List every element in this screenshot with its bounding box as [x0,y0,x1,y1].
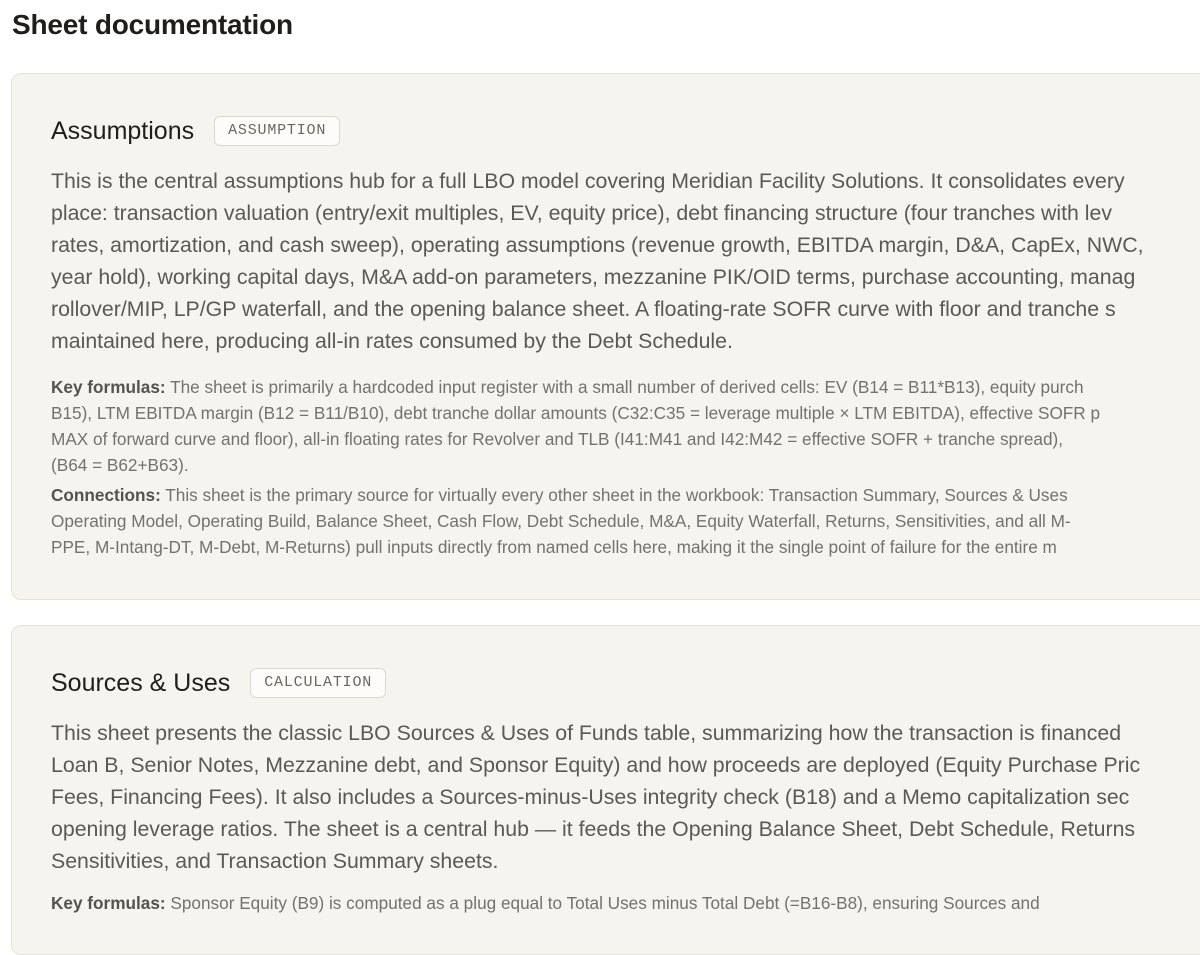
sheet-card-assumptions [11,73,1200,600]
key-formulas-line [51,374,1200,400]
sheet-type-badge: ASSUMPTION [214,116,340,146]
sheet-description [51,717,1200,877]
connections-line [51,482,1200,508]
sheet-title: Sources & Uses [51,669,231,697]
key-formulas-label: Key formulas: [51,377,166,397]
key-formulas-label: Key formulas: [51,893,166,913]
sheet-card-header [51,112,340,150]
page-title: Sheet documentation [12,9,293,40]
connections-line: PPE, M-Intang-DT, M-Debt, M-Returns) pull inputs directly from named cells here, making it the single point of failure for the entire m [51,537,1057,557]
sheet-description [51,165,1200,357]
description-line: Loan B, Senior Notes, Mezzanine debt, and Sponsor Equity) and how proceeds are deployed (Equity Purchase Pric [51,753,1141,777]
key-formulas [51,374,1200,478]
description-line: opening leverage ratios. The sheet is a central hub — it feeds the Opening Balance Sheet, Debt Schedule, Returns [51,817,1136,841]
sheet-card-sources-uses [11,625,1200,955]
description-line: maintained here, producing all-in rates consumed by the Debt Schedule. [51,329,733,353]
sheet-card-header [51,664,386,702]
description-line: Sensitivities, and Transaction Summary sheets. [51,849,499,873]
sheet-type-badge: CALCULATION [250,668,386,698]
connections [51,482,1200,560]
key-formulas-line: (B64 = B62+B63). [51,455,189,475]
description-line: year hold), working capital days, M&A add-on parameters, mezzanine PIK/OID terms, purchase accounting, manag [51,265,1136,289]
connections-text: This sheet is the primary source for virtually every other sheet in the workbook: Transaction Summary, Sources & Uses [160,485,1068,505]
key-formulas-text: Sponsor Equity (B9) is computed as a plug equal to Total Uses minus Total Debt (=B16-B8), ensuring Sources and [165,893,1040,913]
key-formulas [51,890,1200,916]
key-formulas-line: B15), LTM EBITDA margin (B12 = B11/B10), debt tranche dollar amounts (C32:C35 = leverage multiple × LTM EBITDA), effective SOFR p [51,403,1101,423]
description-line: This is the central assumptions hub for a full LBO model covering Meridian Facility Solutions. It consolidates every [51,169,1125,193]
key-formulas-line: MAX of forward curve and floor), all-in floating rates for Revolver and TLB (I41:M41 and I42:M42 = effective SOFR + tranche spread), [51,429,1064,449]
sheet-title: Assumptions [51,117,195,145]
description-line: place: transaction valuation (entry/exit multiples, EV, equity price), debt financing structure (four tranches with lev [51,201,1113,225]
description-line: rollover/MIP, LP/GP waterfall, and the opening balance sheet. A floating-rate SOFR curve with floor and tranche s [51,297,1116,321]
connections-line: Operating Model, Operating Build, Balance Sheet, Cash Flow, Debt Schedule, M&A, Equity Waterfall, Returns, Sensitivities, and all M- [51,511,1071,531]
connections-label: Connections: [51,485,161,505]
key-formulas-text: The sheet is primarily a hardcoded input register with a small number of derived cells: EV (B14 = B11*B13), equity purch [165,377,1084,397]
description-line: Fees, Financing Fees). It also includes a Sources-minus-Uses integrity check (B18) and a Memo capitalization sec [51,785,1130,809]
description-line: This sheet presents the classic LBO Sources & Uses of Funds table, summarizing how the transaction is financed [51,721,1122,745]
description-line: rates, amortization, and cash sweep), operating assumptions (revenue growth, EBITDA margin, D&A, CapEx, NWC, [51,233,1144,257]
key-formulas-line [51,890,1200,916]
